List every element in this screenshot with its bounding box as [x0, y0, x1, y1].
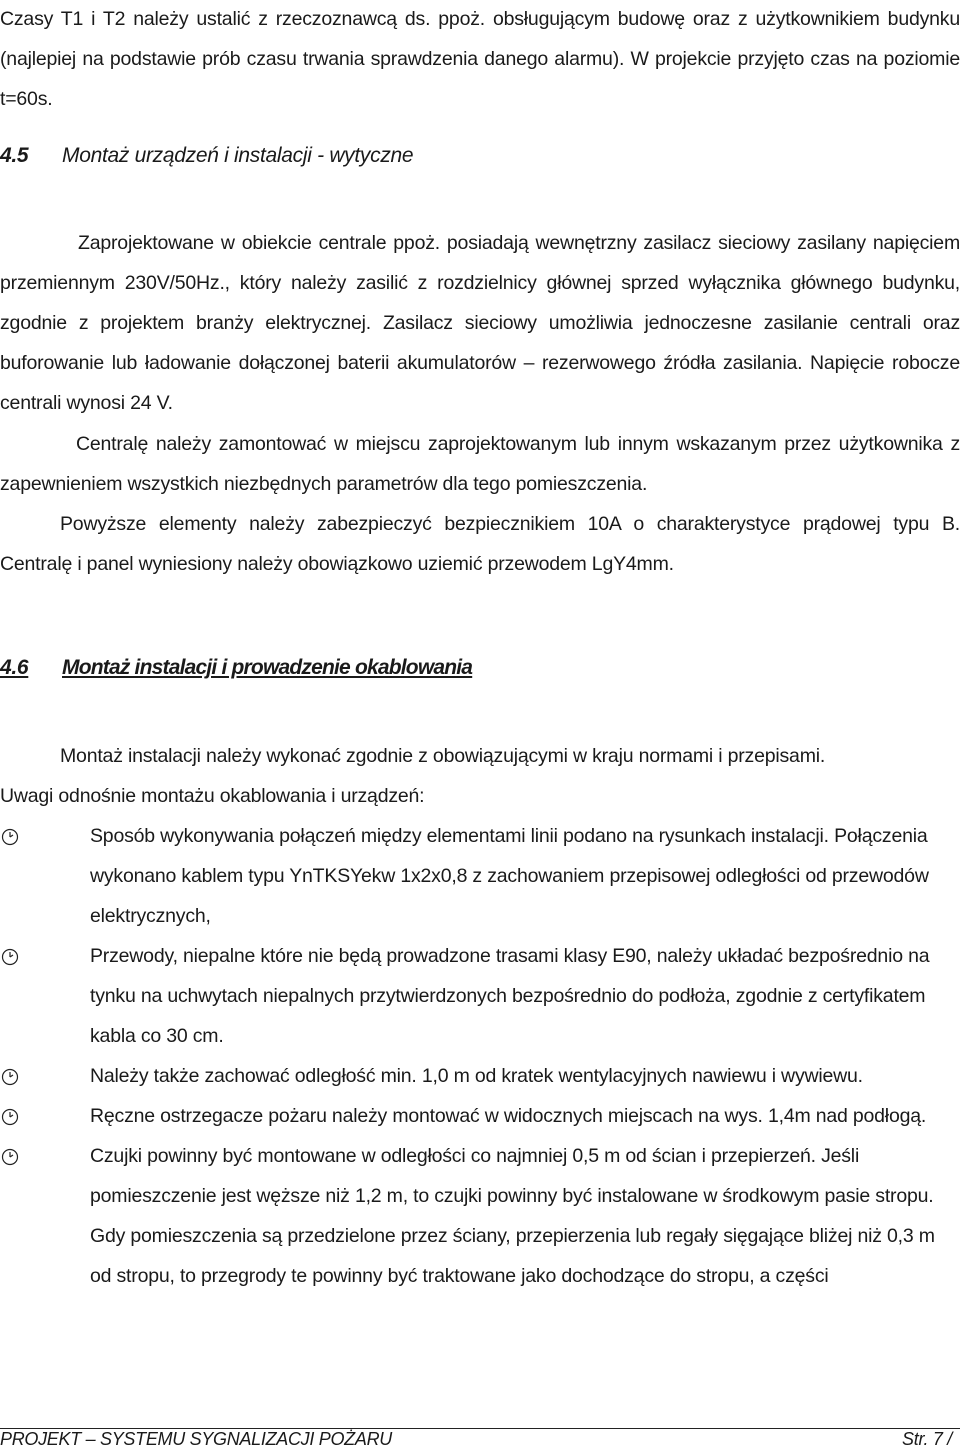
section-heading-4-6: [0, 656, 472, 680]
section-number: 4.6: [0, 656, 29, 679]
list-item-text: Czujki powinny być montowane w odległości co najmniej 0,5 m od ścian i przepierzeń. Jeśli pomieszczenie jest węższe niż 1,2 m, to czujki powinny być instalowane w środkowym pasie stropu. Gdy pomieszczenia są przedzielone przez ściany, przepierzenia lub regały sięgające bliżej niż 0,3 m od stropu, to przegrody te powinny być traktowane jako dochodzące do stropu, a części: [90, 1145, 935, 1287]
paragraph-power-supply: Zaprojektowane w obiekcie centrale ppoż. posiadają wewnętrzny zasilacz sieciowy zasilany napięciem przemiennym 230V/50Hz., który należy zasilić z rozdzielnicy głównej sprzed wyłącznika głównego budynku, zgodnie z projektem branży elektrycznej. Zasilacz sieciowy umożliwia jednoczesne zasilanie centrali oraz buforowanie lub ładowanie dołączonej baterii akumulatorów – rezerwowego źródła zasilania. Napięcie robocze centrali wynosi 24 V.: [0, 232, 960, 414]
list-item: [0, 1056, 960, 1096]
footer-project-title: PROJEKT – SYSTEMU SYGNALIZACJI POŻARU: [0, 1429, 392, 1449]
clock-icon: [0, 936, 90, 976]
paragraph-installation-rules: Montaż instalacji należy wykonać zgodnie z obowiązującymi w kraju normami i przepisami.: [60, 745, 826, 767]
list-item-text: Ręczne ostrzegacze pożaru należy montować w widocznych miejscach na wys. 1,4m nad podłogą.: [90, 1105, 927, 1127]
paragraph-time-settings: Czasy T1 i T2 należy ustalić z rzeczoznawcą ds. ppoż. obsługującym budowę oraz z użytkownikiem budynku (najlepiej na podstawie prób czasu trwania sprawdzenia danego alarmu). W projekcie przyjęto czas na poziomie t=60s.: [0, 8, 960, 110]
footer-page-number: Str. 7 /: [902, 1429, 952, 1449]
paragraph-fuse-grounding: Powyższe elementy należy zabezpieczyć bezpiecznikiem 10A o charakterystyce prądowej typu B. Centralę i panel wyniesiony należy obowiązkowo uziemić przewodem LgY4mm.: [0, 513, 960, 575]
section-number: 4.5: [0, 144, 29, 167]
clock-icon: [0, 1096, 90, 1136]
paragraph-mounting-location: Centralę należy zamontować w miejscu zaprojektowanym lub innym wskazanym przez użytkownika z zapewnieniem wszystkich niezbędnych parametrów dla tego pomieszczenia.: [0, 433, 960, 495]
clock-icon: [0, 816, 90, 856]
clock-icon: [0, 1136, 90, 1176]
list-item: [0, 816, 960, 936]
cabling-notes-list: [0, 816, 960, 1296]
section-title: Montaż instalacji i prowadzenie okablowania: [62, 656, 473, 679]
section-title: Montaż urządzeń i instalacji - wytyczne: [62, 144, 414, 167]
clock-icon: [0, 1056, 90, 1096]
list-item-text: Przewody, niepalne które nie będą prowadzone trasami klasy E90, należy układać bezpośrednio na tynku na uchwytach niepalnych przytwierdzonych bezpośrednio do podłoża, zgodnie z certyfikatem kabla co 30 cm.: [90, 945, 930, 1047]
section-heading-4-5: [0, 144, 413, 168]
list-item: [0, 936, 960, 1056]
list-item: [0, 1136, 960, 1296]
list-item: [0, 1096, 960, 1136]
paragraph-cabling-notes-intro: Uwagi odnośnie montażu okablowania i urządzeń:: [0, 785, 425, 807]
list-item-text: Należy także zachować odległość min. 1,0 m od kratek wentylacyjnych nawiewu i wywiewu.: [90, 1065, 863, 1087]
page-footer: [0, 1428, 960, 1449]
list-item-text: Sposób wykonywania połączeń między elementami linii podano na rysunkach instalacji. Połączenia wykonano kablem typu YnTKSYekw 1x2x0,8 z zachowaniem przepisowej odległości od przewodów elektrycznych,: [90, 825, 929, 927]
